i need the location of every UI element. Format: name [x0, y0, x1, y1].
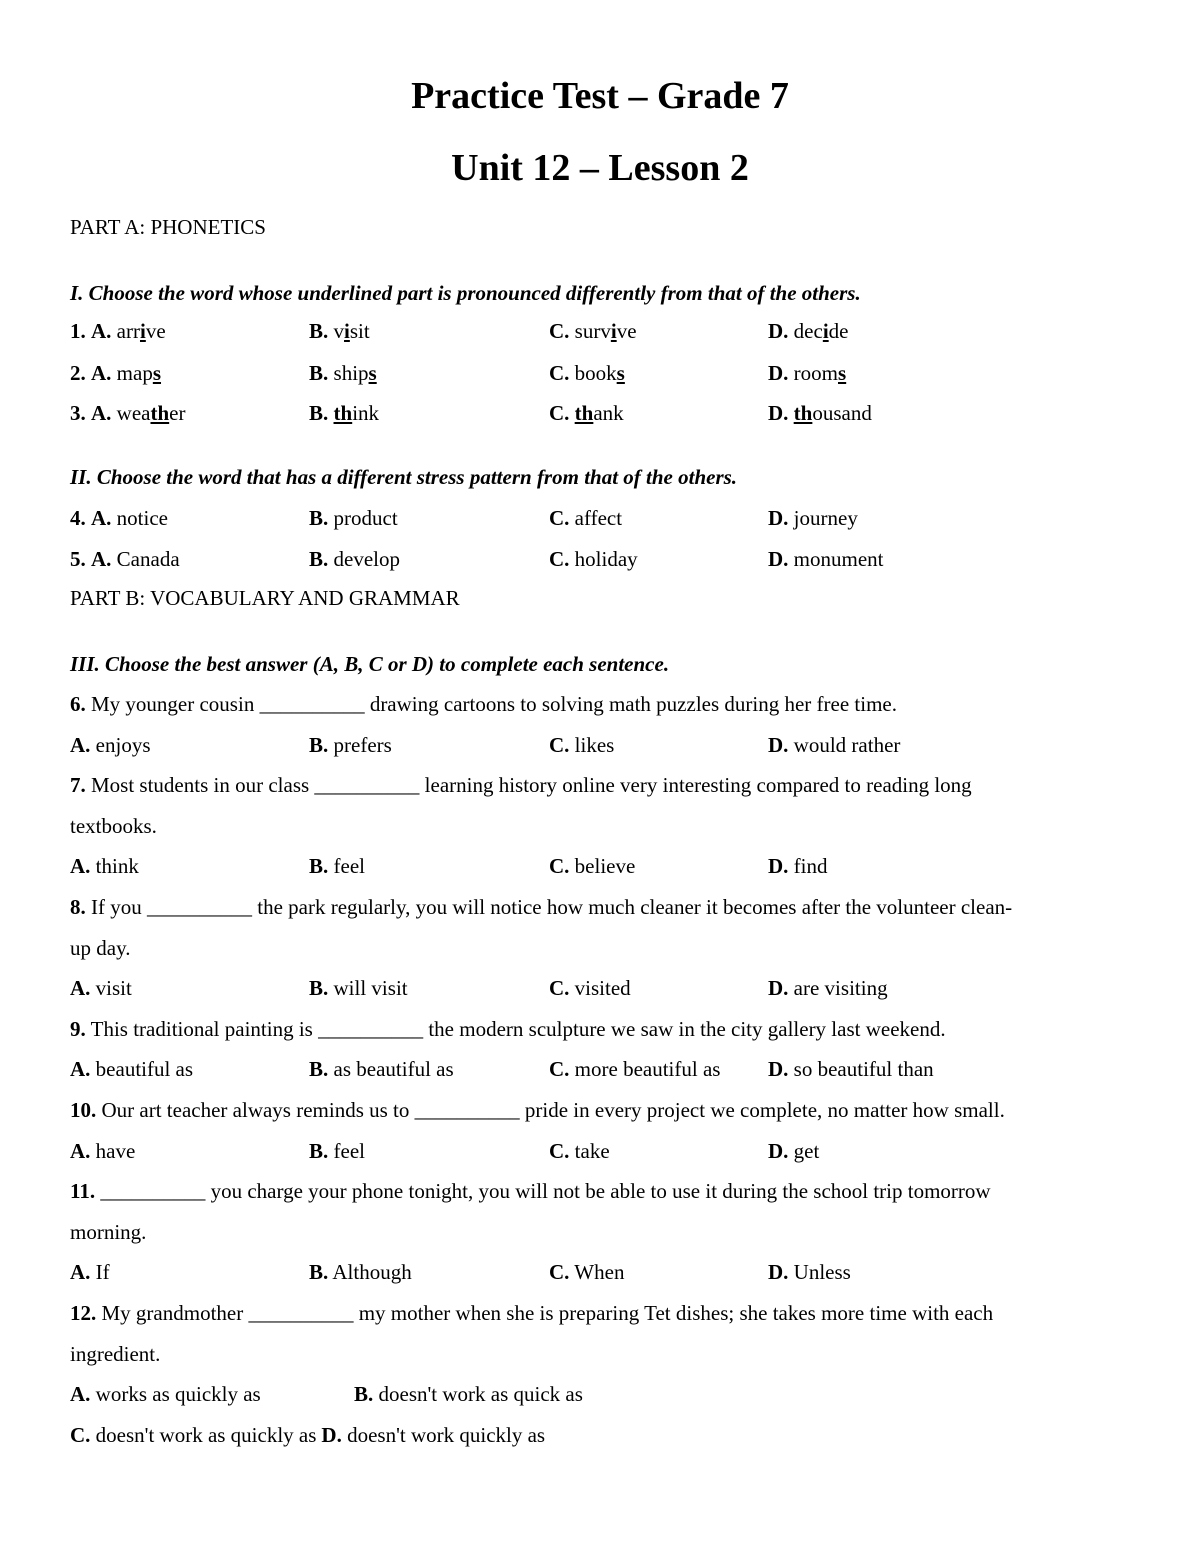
option-text: would rather [793, 733, 901, 757]
answer-option [309, 359, 377, 387]
question-number: 11. [70, 1179, 96, 1203]
option-text: monument [793, 547, 884, 571]
option-text: Although [332, 1260, 412, 1284]
answer-option [70, 399, 186, 427]
underlined-part: s [368, 361, 377, 385]
option-text: visited [574, 976, 631, 1000]
option-text: doesn't work as quick as [378, 1382, 583, 1406]
answer-option [70, 545, 180, 573]
part-b-heading: PART B: VOCABULARY AND GRAMMAR [70, 586, 460, 610]
underlined-part: s [616, 361, 625, 385]
option-letter: B. [309, 1139, 329, 1163]
answer-option [70, 1137, 135, 1165]
question-number: 10. [70, 1098, 97, 1122]
option-text: product [333, 506, 398, 530]
question-line: morning. [70, 1220, 147, 1244]
option-text: affect [574, 506, 623, 530]
question-number: 12. [70, 1301, 97, 1325]
question-text [70, 1218, 146, 1246]
option-text: Unless [793, 1260, 851, 1284]
option-letter: D. [768, 361, 789, 385]
question-number: 2. [70, 361, 86, 385]
answer-option [549, 852, 635, 880]
part-a-heading: PART A: PHONETICS [70, 215, 266, 239]
answer-option [309, 504, 398, 532]
option-text: journey [793, 506, 858, 530]
option-letter: A. [70, 976, 91, 1000]
question-number: 1. [70, 319, 86, 343]
option-text: get [793, 1139, 820, 1163]
option-letter: C. [549, 1260, 570, 1284]
underlined-part: th [150, 401, 170, 425]
answer-row [70, 1421, 545, 1449]
underlined-part: i [344, 319, 350, 343]
answer-option [321, 1423, 545, 1447]
answer-option [309, 1258, 412, 1286]
option-word-part: ousand [812, 401, 872, 425]
option-text: as beautiful as [333, 1057, 454, 1081]
answer-option [549, 974, 631, 1002]
option-letter: D. [768, 319, 789, 343]
option-text: holiday [574, 547, 638, 571]
option-letter: D. [768, 854, 789, 878]
answer-option [768, 1137, 819, 1165]
option-letter: B. [309, 1057, 329, 1081]
question-text [70, 690, 897, 718]
option-text: visit [95, 976, 132, 1000]
option-letter: D. [768, 547, 789, 571]
option-letter: A. [70, 1260, 91, 1284]
answer-option [549, 1137, 610, 1165]
answer-option [354, 1380, 583, 1408]
question-number: 8. [70, 895, 86, 919]
option-letter: A. [70, 1382, 91, 1406]
page-title: Practice Test – Grade 7 [411, 75, 789, 117]
answer-option [549, 1258, 624, 1286]
option-letter: D. [768, 506, 789, 530]
option-text: develop [333, 547, 400, 571]
option-letter: C. [70, 1423, 91, 1447]
option-text: believe [574, 854, 636, 878]
underlined-part: i [610, 319, 617, 343]
option-letter: B. [354, 1382, 374, 1406]
option-letter: D. [768, 1139, 789, 1163]
option-letter: C. [549, 319, 570, 343]
option-letter: B. [309, 547, 329, 571]
question-line: Our art teacher always reminds us to __________ pride in every project we complete, no matter how small. [101, 1098, 1005, 1122]
answer-option [768, 731, 900, 759]
option-word-part: map [116, 361, 153, 385]
answer-option [768, 1055, 934, 1083]
option-text: notice [116, 506, 168, 530]
answer-option [309, 317, 370, 345]
option-letter: D. [321, 1423, 342, 1447]
question-line: up day. [70, 936, 131, 960]
answer-option [768, 504, 858, 532]
section-3-instruction: III. Choose the best answer (A, B, C or D) to complete each sentence. [70, 652, 670, 676]
option-letter: A. [70, 733, 91, 757]
question-number: 3. [70, 401, 86, 425]
option-word-part: arr [116, 319, 140, 343]
option-letter: B. [309, 976, 329, 1000]
answer-option [549, 504, 622, 532]
option-word-part: surv [574, 319, 611, 343]
underlined-part: th [333, 401, 353, 425]
answer-option [70, 1258, 110, 1286]
answer-option [309, 1055, 454, 1083]
option-letter: A. [91, 319, 112, 343]
option-text: prefers [333, 733, 392, 757]
option-letter: A. [91, 547, 112, 571]
answer-option [549, 731, 614, 759]
option-letter: D. [768, 1260, 789, 1284]
option-letter: A. [91, 401, 112, 425]
option-text: doesn't work as quickly as [95, 1423, 317, 1447]
question-text [70, 1299, 993, 1327]
underlined-part: th [793, 401, 813, 425]
option-text: are visiting [793, 976, 888, 1000]
question-number: 6. [70, 692, 86, 716]
option-word-part: ink [352, 401, 380, 425]
answer-row [70, 1380, 583, 1408]
option-text: have [95, 1139, 136, 1163]
answer-option [70, 317, 166, 345]
answer-option [549, 545, 638, 573]
question-line: My grandmother __________ my mother when she is preparing Tet dishes; she takes more time with each [101, 1301, 994, 1325]
underlined-part: i [822, 319, 829, 343]
option-letter: C. [549, 506, 570, 530]
question-line: My younger cousin __________ drawing cartoons to solving math puzzles during her free time. [91, 692, 897, 716]
option-letter: A. [70, 1139, 91, 1163]
option-word-part: ve [145, 319, 166, 343]
answer-option [768, 1258, 851, 1286]
answer-option [549, 359, 625, 387]
answer-option [309, 1137, 365, 1165]
option-letter: C. [549, 854, 570, 878]
option-text: doesn't work quickly as [347, 1423, 546, 1447]
answer-option [70, 731, 151, 759]
option-word-part: er [169, 401, 186, 425]
option-letter: C. [549, 1139, 570, 1163]
option-text: feel [333, 1139, 365, 1163]
option-letter: B. [309, 1260, 329, 1284]
answer-option [549, 317, 637, 345]
answer-option [768, 399, 872, 427]
question-number: 5. [70, 547, 86, 571]
option-word-part: sit [349, 319, 370, 343]
option-text: enjoys [95, 733, 151, 757]
option-text: works as quickly as [95, 1382, 261, 1406]
option-letter: B. [309, 319, 329, 343]
answer-option [309, 731, 392, 759]
question-line: textbooks. [70, 814, 157, 838]
answer-option [70, 504, 168, 532]
answer-option [70, 1421, 316, 1449]
underlined-part: i [139, 319, 146, 343]
question-text [70, 771, 972, 799]
option-letter: C. [549, 547, 570, 571]
question-number: 4. [70, 506, 86, 530]
option-text: so beautiful than [793, 1057, 934, 1081]
answer-option [70, 1055, 193, 1083]
page-subtitle: Unit 12 – Lesson 2 [451, 147, 749, 189]
option-letter: C. [549, 1057, 570, 1081]
option-letter: A. [91, 506, 112, 530]
option-letter: D. [768, 1057, 789, 1081]
option-letter: D. [768, 401, 789, 425]
answer-option [549, 399, 624, 427]
question-line: Most students in our class __________ learning history online very interesting compared to reading long [91, 773, 972, 797]
option-letter: A. [70, 1057, 91, 1081]
option-word-part: de [828, 319, 849, 343]
question-text [70, 1015, 946, 1043]
option-text: feel [333, 854, 365, 878]
option-word-part: wea [116, 401, 151, 425]
question-text [70, 893, 1012, 921]
option-word-part: dec [793, 319, 823, 343]
option-letter: B. [309, 401, 329, 425]
option-word-part: v [333, 319, 345, 343]
question-number: 9. [70, 1017, 86, 1041]
option-word-part: book [574, 361, 617, 385]
question-text [70, 1096, 1005, 1124]
underlined-part: s [838, 361, 847, 385]
option-text: more beautiful as [574, 1057, 721, 1081]
option-letter: A. [91, 361, 112, 385]
answer-option [70, 1380, 354, 1408]
option-letter: A. [70, 854, 91, 878]
question-text [70, 1177, 991, 1205]
question-line: __________ you charge your phone tonight, you will not be able to use it during the school trip tomorrow [100, 1179, 991, 1203]
answer-option [768, 545, 884, 573]
option-text: likes [574, 733, 615, 757]
option-letter: C. [549, 976, 570, 1000]
answer-option [309, 399, 379, 427]
option-letter: B. [309, 733, 329, 757]
option-letter: C. [549, 401, 570, 425]
option-text: take [574, 1139, 610, 1163]
option-letter: B. [309, 506, 329, 530]
option-word-part: ank [593, 401, 624, 425]
answer-option [768, 359, 846, 387]
option-word-part: ship [333, 361, 369, 385]
option-letter: B. [309, 361, 329, 385]
option-text: think [95, 854, 139, 878]
question-line: If you __________ the park regularly, you will notice how much cleaner it becomes after the volunteer clean- [91, 895, 1013, 919]
option-letter: C. [549, 733, 570, 757]
option-text: find [793, 854, 828, 878]
underlined-part: s [152, 361, 162, 385]
underlined-part: th [574, 401, 594, 425]
option-text: beautiful as [95, 1057, 194, 1081]
question-text [70, 934, 130, 962]
option-text: will visit [333, 976, 408, 1000]
answer-option [768, 852, 828, 880]
section-2-instruction: II. Choose the word that has a different stress pattern from that of the others. [70, 465, 738, 489]
option-word-part: ve [616, 319, 637, 343]
answer-option [309, 852, 365, 880]
answer-option [768, 317, 849, 345]
option-letter: B. [309, 854, 329, 878]
question-line: ingredient. [70, 1342, 161, 1366]
option-text: If [95, 1260, 110, 1284]
answer-option [70, 852, 139, 880]
option-letter: C. [549, 361, 570, 385]
option-text: Canada [116, 547, 180, 571]
option-word-part: room [793, 361, 838, 385]
answer-option [309, 974, 408, 1002]
answer-option [768, 974, 888, 1002]
answer-option [70, 974, 132, 1002]
option-letter: D. [768, 976, 789, 1000]
answer-option [549, 1055, 720, 1083]
section-1-instruction: I. Choose the word whose underlined part is pronounced differently from that of the others. [70, 281, 861, 305]
answer-option [70, 359, 161, 387]
question-line: This traditional painting is __________ the modern sculpture we saw in the city gallery last weekend. [90, 1017, 946, 1041]
option-text: When [574, 1260, 625, 1284]
question-number: 7. [70, 773, 86, 797]
question-text [70, 1340, 160, 1368]
option-letter: D. [768, 733, 789, 757]
answer-option [309, 545, 400, 573]
question-text [70, 812, 157, 840]
